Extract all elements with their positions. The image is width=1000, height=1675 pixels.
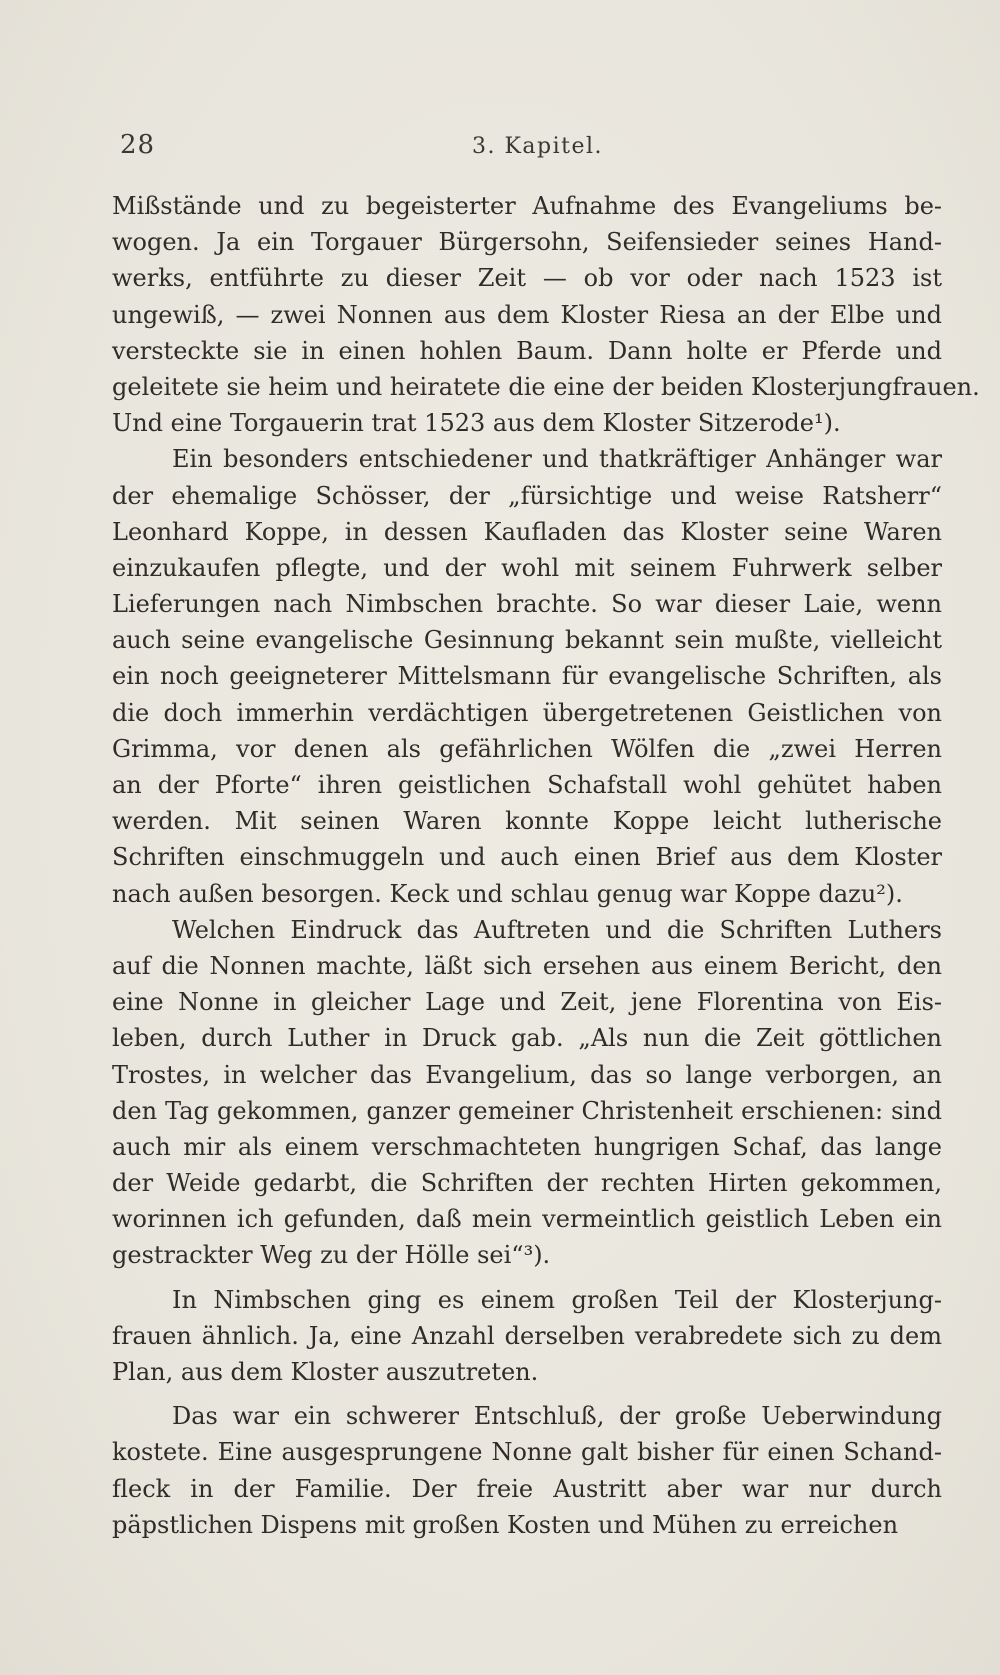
text-line: ein noch geeigneterer Mittelsmann für evangelische Schriften, als [112,662,942,691]
text-line: Trostes, in welcher das Evangelium, das so lange verborgen, an [112,1060,942,1089]
paragraph-gap [112,1274,942,1282]
text-line: kostete. Eine ausgesprungene Nonne galt bisher für einen Schand- [112,1438,942,1467]
page-number: 28 [120,130,156,160]
text-line: werks, entführte zu dieser Zeit — ob vor oder nach 1523 ist [112,264,942,293]
text-line: Mißstände und zu begeisterter Aufnahme des Evangeliums be- [112,192,942,220]
text-line: die doch immerhin verdächtigen übergetretenen Geistlichen von [112,698,942,727]
text-line: auch seine evangelische Gesinnung bekannt sein mußte, vielleicht [112,626,942,655]
text-line: fleck in der Familie. Der freie Austritt aber war nur durch [112,1474,942,1503]
paragraph-4 [112,1282,942,1391]
paragraph-2 [112,441,942,911]
text-line: worinnen ich gefunden, daß mein vermeintlich geistlich Leben ein [112,1205,942,1234]
text-line: Grimma, vor denen als gefährlichen Wölfen die „zwei Herren [112,734,942,763]
text-line: päpstlichen Dispens mit großen Kosten und Mühen zu erreichen [112,1510,899,1539]
text-line: an der Pforte“ ihren geistlichen Schafstall wohl gehütet haben [112,771,942,799]
text-line: wogen. Ja ein Torgauer Bürgersohn, Seifensieder seines Hand- [112,228,942,257]
text-line: geleitete sie heim und heiratete die eine der beiden Klosterjungfrauen. [112,372,980,401]
text-line: auf die Nonnen machte, läßt sich ersehen aus einem Bericht, den [112,951,942,980]
text-line: Leonhard Koppe, in dessen Kaufladen das Kloster seine Waren [112,517,942,546]
text-line: frauen ähnlich. Ja, eine Anzahl derselben verabredete sich zu dem [112,1321,942,1350]
text-line: leben, durch Luther in Druck gab. „Als nun die Zeit göttlichen [112,1024,942,1053]
running-head [112,130,940,170]
paragraph-5 [112,1398,942,1543]
text-line: den Tag gekommen, ganzer gemeiner Christenheit erschienen: sind [112,1096,942,1125]
text-line: ungewiß, — zwei Nonnen aus dem Kloster Riesa an der Elbe und [112,300,942,329]
text-line: Und eine Torgauerin trat 1523 aus dem Kloster Sitzerode¹). [112,409,841,438]
paragraph-1 [112,188,980,441]
text-line: der Weide gedarbt, die Schriften der rechten Hirten gekommen, [112,1169,942,1198]
text-line: eine Nonne in gleicher Lage und Zeit, jene Florentina von Eis- [112,988,942,1017]
text-line: In Nimbschen ging es einem großen Teil der Klosterjung- [172,1285,942,1314]
chapter-title: 3. Kapitel. [472,134,604,159]
text-line: Plan, aus dem Kloster auszutreten. [112,1358,539,1386]
text-line: Das war ein schwerer Entschluß, der große Ueberwindung [172,1402,942,1431]
text-line: Welchen Eindruck das Auftreten und die Schriften Luthers [172,915,942,944]
text-line: versteckte sie in einen hohlen Baum. Dann holte er Pferde und [112,336,942,365]
text-line: werden. Mit seinen Waren konnte Koppe leicht lutherische [112,807,942,836]
paragraph-gap [112,1390,942,1398]
text-line: Ein besonders entschiedener und thatkräftiger Anhänger war [172,445,942,474]
body-text [112,188,980,1543]
text-line: gestrackter Weg zu der Hölle sei“³). [112,1241,551,1270]
text-line: auch mir als einem verschmachteten hungrigen Schaf, das lange [112,1132,942,1161]
paragraph-3 [112,912,942,1274]
text-line: der ehemalige Schösser, der „fürsichtige und weise Ratsherr“ [112,481,942,510]
text-line: Lieferungen nach Nimbschen brachte. So war dieser Laie, wenn [112,590,942,619]
text-line: einzukaufen pflegte, und der wohl mit seinem Fuhrwerk selber [112,553,942,582]
text-line: nach außen besorgen. Keck und schlau genug war Koppe dazu²). [112,879,903,908]
text-line: Schriften einschmuggeln und auch einen Brief aus dem Kloster [112,843,942,872]
